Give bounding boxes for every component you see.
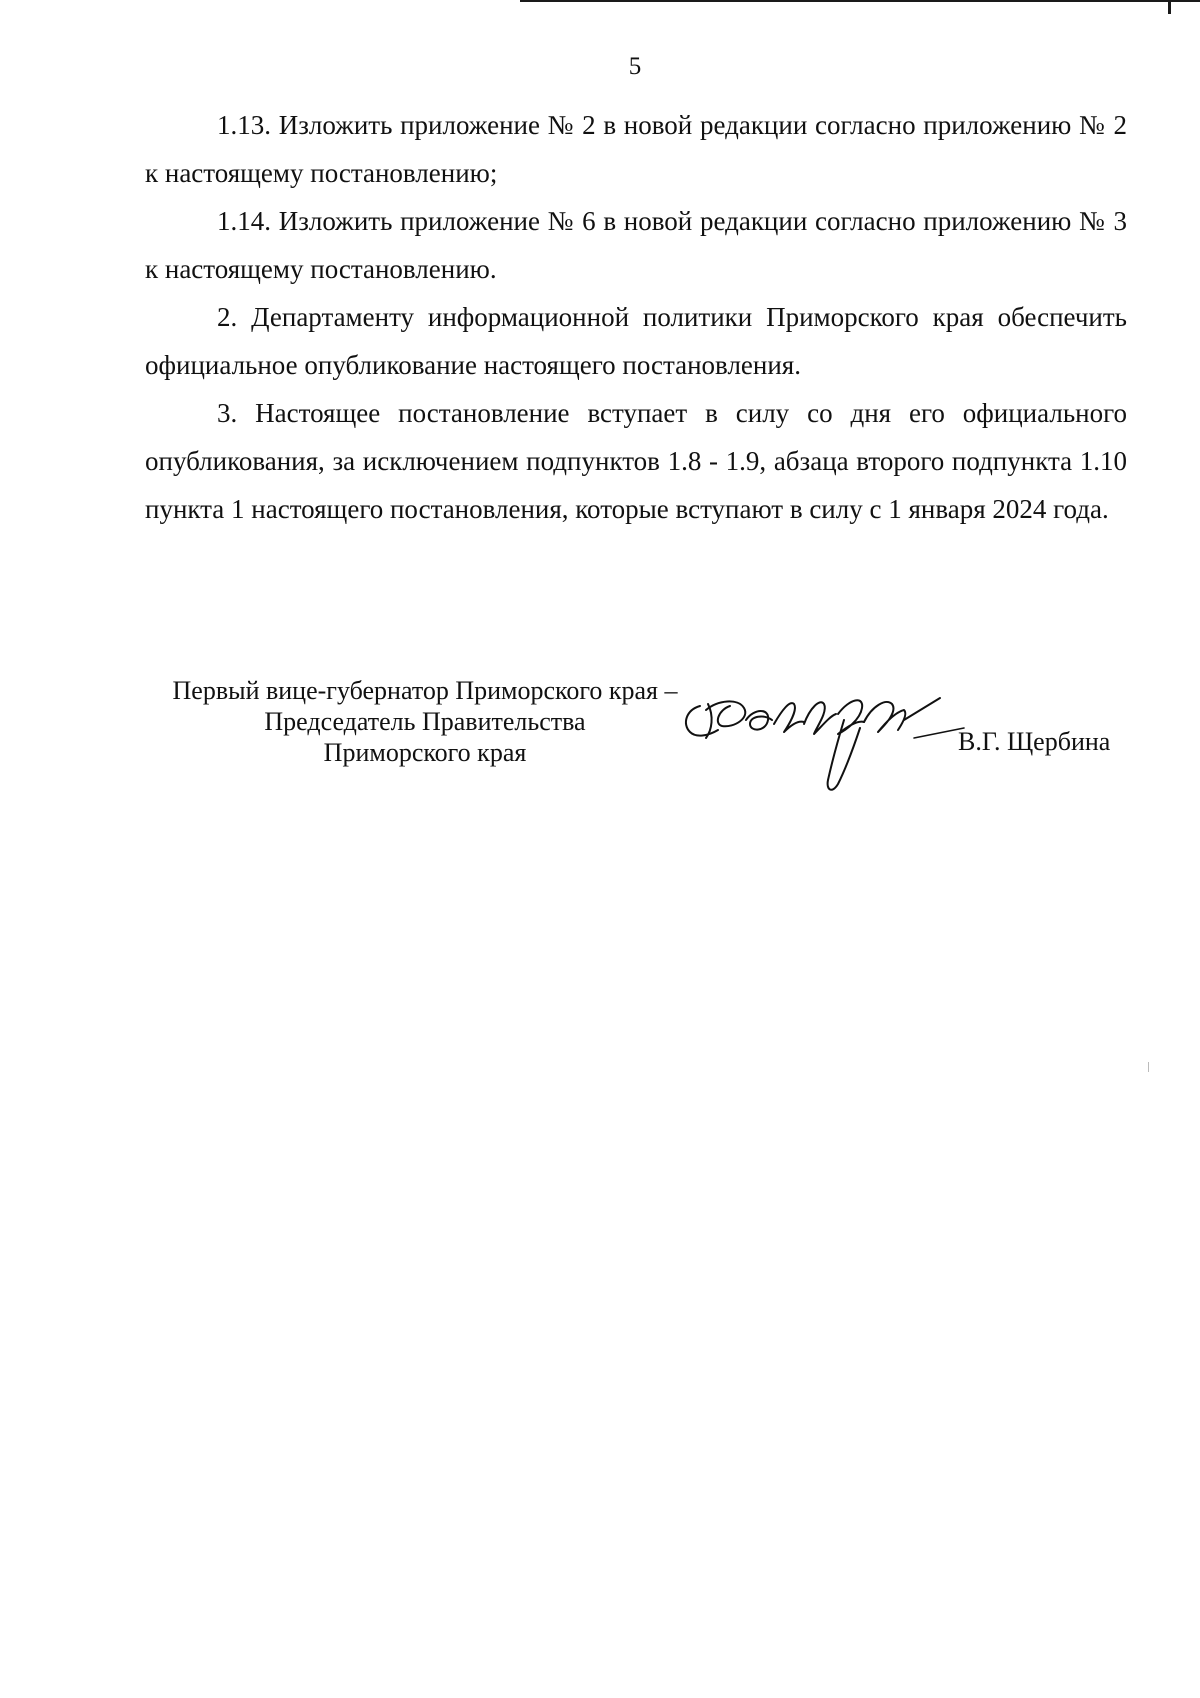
paragraph-2: 2. Департаменту информационной политики Приморского края обеспечить официальное опубликование настоящего постановления.: [145, 302, 1127, 380]
paragraph-3: 3. Настоящее постановление вступает в силу со дня его официального опубликования, за исключением подпунктов 1.8 - 1.9, абзаца второго подпункта 1.10 пункта 1 настоящего постановления, которые вступают в силу с 1 января 2024 года.: [145, 398, 1127, 524]
position-line-1: Первый вице-губернатор Приморского края –: [172, 676, 678, 705]
paragraph-1-14: 1.14. Изложить приложение № 6 в новой редакции согласно приложению № 3 к настоящему постановлению.: [145, 206, 1127, 284]
document-body: [145, 101, 1127, 533]
page-number: 5: [628, 53, 642, 80]
position-line-2: Председатель Правительства: [264, 707, 586, 736]
header-rule-tick: [1168, 0, 1171, 14]
header-rule: [520, 0, 1200, 2]
signer-name: В.Г. Щербина: [958, 727, 1111, 756]
position-line-3: Приморского края: [323, 738, 527, 767]
signatory-position: [145, 675, 705, 768]
handwritten-signature: [678, 680, 968, 800]
scan-speck: [1148, 1062, 1149, 1072]
paragraph-1-13: 1.13. Изложить приложение № 2 в новой редакции согласно приложению № 2 к настоящему постановлению;: [145, 110, 1127, 188]
